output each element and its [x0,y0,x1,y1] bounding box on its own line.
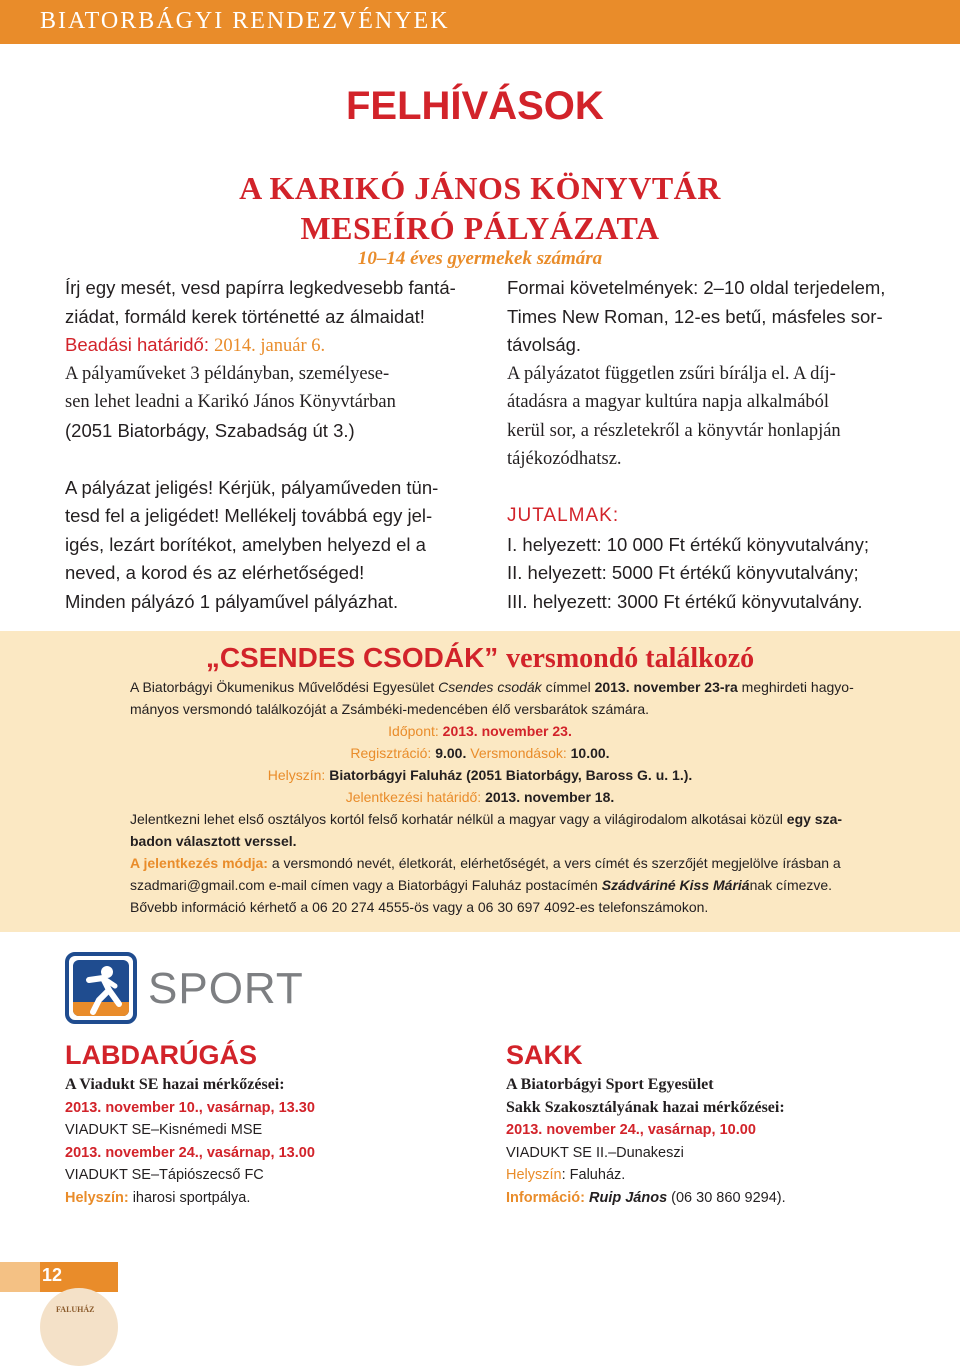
poetry-registration-line [0,742,960,764]
poetry-intro-line1 [130,676,900,698]
poetry-apply-line2: badon választott verssel. [130,833,297,849]
running-man-icon [65,952,137,1024]
deadline-value: 2013. november 18. [485,789,615,805]
event-date: 2013. november 23-ra [594,679,738,695]
date-value: 2013. november 23. [442,723,572,739]
registration-value: 9.00. [435,745,467,761]
page-title: FELHÍVÁSOK [346,84,604,128]
match-date: 2013. november 24., vasárnap, 10.00 [506,1122,756,1138]
poetry-deadline-line [0,786,960,808]
text: Jelentkezni lehet első osztályos kortól felső korhatár nélkül a magyar vagy a világirodalom alkotásai közül [130,811,787,827]
football-title: LABDARÚGÁS [65,1040,257,1070]
venue-value: Biatorbágyi Faluház (2051 Biatorbágy, Baross G. u. 1.). [329,767,693,783]
text-line: Minden pályázó 1 pályaművel pályázhat. [65,590,399,612]
venue-value: : Faluház. [561,1167,626,1183]
contact-name: Szádváriné Kiss Máriá [601,877,750,893]
deadline-label: Jelentkezési határidő: [345,789,482,805]
recital-value: 10.00. [570,745,610,761]
match-teams: VIADUKT SE–Kisnémedi MSE [65,1122,263,1138]
venue-label: Helyszín: [267,767,326,783]
text-line: tesd fel a jeligédet! Mellékelj továbbá egy jel- [65,505,433,526]
text: címmel [541,679,595,695]
match-teams: VIADUKT SE II.–Dunakeszi [506,1144,684,1161]
poetry-intro-line2: mányos versmondó találkozóját a Zsámbéki-medencében élő versbarátok számára. [130,701,650,717]
competition-right-column [507,274,907,616]
deadline-value: 2014. január 6. [214,336,326,356]
poetry-title-type: versmondó találkozó [506,643,755,674]
registration-label: Regisztráció: [350,745,432,761]
method-text: a versmondó nevét, életkorát, elérhetőségét, a vers címét és szerzőjét megjelölve írásban a [267,855,841,871]
chess-subtitle: Sakk Szakosztályának hazai mérkőzései: [506,1098,785,1116]
chess-title: SAKK [506,1040,583,1070]
venue-label: Helyszín [506,1167,562,1183]
chess-subtitle: A Biatorbágyi Sport Egyesület [506,1076,714,1093]
text: nak címezve. [749,877,833,893]
email-text: szadmari@gmail.com e-mail címen vagy a Biatorbágyi Faluház postacímén [130,877,602,893]
info-label: Információ: [506,1189,585,1206]
poetry-venue-line [0,764,960,786]
football-venue [65,1187,315,1210]
poetry-title-name: „CSENDES CSODÁK” [205,642,499,673]
sport-title: SPORT [148,964,304,1013]
match-teams: VIADUKT SE–Tápiószecső FC [65,1167,264,1183]
page-number: 12 [42,1265,63,1285]
method-label: A jelentkezés módja: [130,855,268,871]
competition-title-line1: A KARIKÓ JÁNOS KÖNYVTÁR [239,170,721,206]
chess-info [506,1187,786,1210]
prize-item: III. helyezett: 3000 Ft értékű könyvutalvány. [507,590,863,612]
event-name: Csendes csodák [438,679,542,695]
prizes-heading: JUTALMAK: [507,505,620,526]
football-subtitle: A Viadukt SE hazai mérkőzései: [65,1076,285,1093]
header-title: BIATORBÁGYI RENDEZVÉNYEK [40,8,450,34]
text-line: kerül sor, a részletekről a könyvtár honlapján [507,420,841,441]
text-line: A pályaműveket 3 példányban, személyese- [65,363,390,384]
text-line: A pályázat jeligés! Kérjük, pályaműveden tün- [65,476,439,498]
text-line: tájékozódhatsz. [507,449,622,469]
text-line: A pályázatot független zsűri bírálja el. A díj- [507,363,836,384]
football-column [65,1074,315,1209]
competition-subtitle: 10–14 éves gyermekek számára [357,248,603,269]
text-line: igés, lezárt borítékot, amelyben helyezd el a [65,533,426,555]
text-line: Times New Roman, 12-es betű, másfeles sor- [507,305,883,327]
contact-name: Ruip János [588,1189,668,1206]
poetry-date-line [0,720,960,742]
text-line: neved, a korod és az elérhetőséged! [65,562,365,583]
faluhaz-logo [40,1288,118,1366]
prize-item: II. helyezett: 5000 Ft értékű könyvutalvány; [507,562,859,583]
text-line: sen lehet leadni a Karikó János Könyvtárban [65,392,396,412]
spacer [507,474,907,503]
chess-column [506,1074,786,1209]
prize-item: I. helyezett: 10 000 Ft értékű könyvutalvány; [507,533,869,555]
competition-title-line2: MESEÍRÓ PÁLYÁZATA [300,210,660,246]
text-line: távolság. [507,334,582,355]
match-date: 2013. november 10., vasárnap, 13.30 [65,1099,315,1116]
poetry-more-info: Bővebb információ kérhető a 06 20 274 4555-ös vagy a 06 30 697 4092-es telefonszámokon. [130,899,709,915]
poetry-method-line [130,852,900,874]
match-date: 2013. november 24., vasárnap, 13.00 [65,1144,315,1161]
date-label: Időpont: [388,723,439,739]
text: meghirdeti hagyo- [737,679,854,695]
deadline-label: Beadási határidő: [65,334,209,355]
spacer [65,445,465,474]
faluhaz-logo-text: FALUHÁZ [56,1305,95,1314]
text-bold: egy sza- [786,811,843,827]
contact-phone: (06 30 860 9294). [667,1189,786,1206]
venue-label: Helyszín: [65,1189,129,1206]
text-line: (2051 Biatorbágy, Szabadság út 3.) [65,419,355,441]
chess-venue [506,1164,786,1187]
text-line: Formai követelmények: 2–10 oldal terjedelem, [507,277,886,298]
recital-label: Versmondások: [470,745,567,761]
text-line: ziádat, formáld kerek történetté az álmaidat! [65,305,425,327]
poetry-email-line [130,874,900,896]
competition-left-column [65,274,465,616]
page-number-band-light [0,1262,40,1292]
venue-value: iharosi sportpálya. [128,1189,251,1206]
poetry-title [0,642,960,675]
poetry-apply-line1 [130,808,900,830]
text-line: átadásra a magyar kultúra napja alkalmából [507,392,830,412]
text-line: Írj egy mesét, vesd papírra legkedvesebb fantá- [65,277,456,298]
text: A Biatorbágyi Ökumenikus Művelődési Egyesület [130,679,439,695]
deadline-line [65,331,465,360]
